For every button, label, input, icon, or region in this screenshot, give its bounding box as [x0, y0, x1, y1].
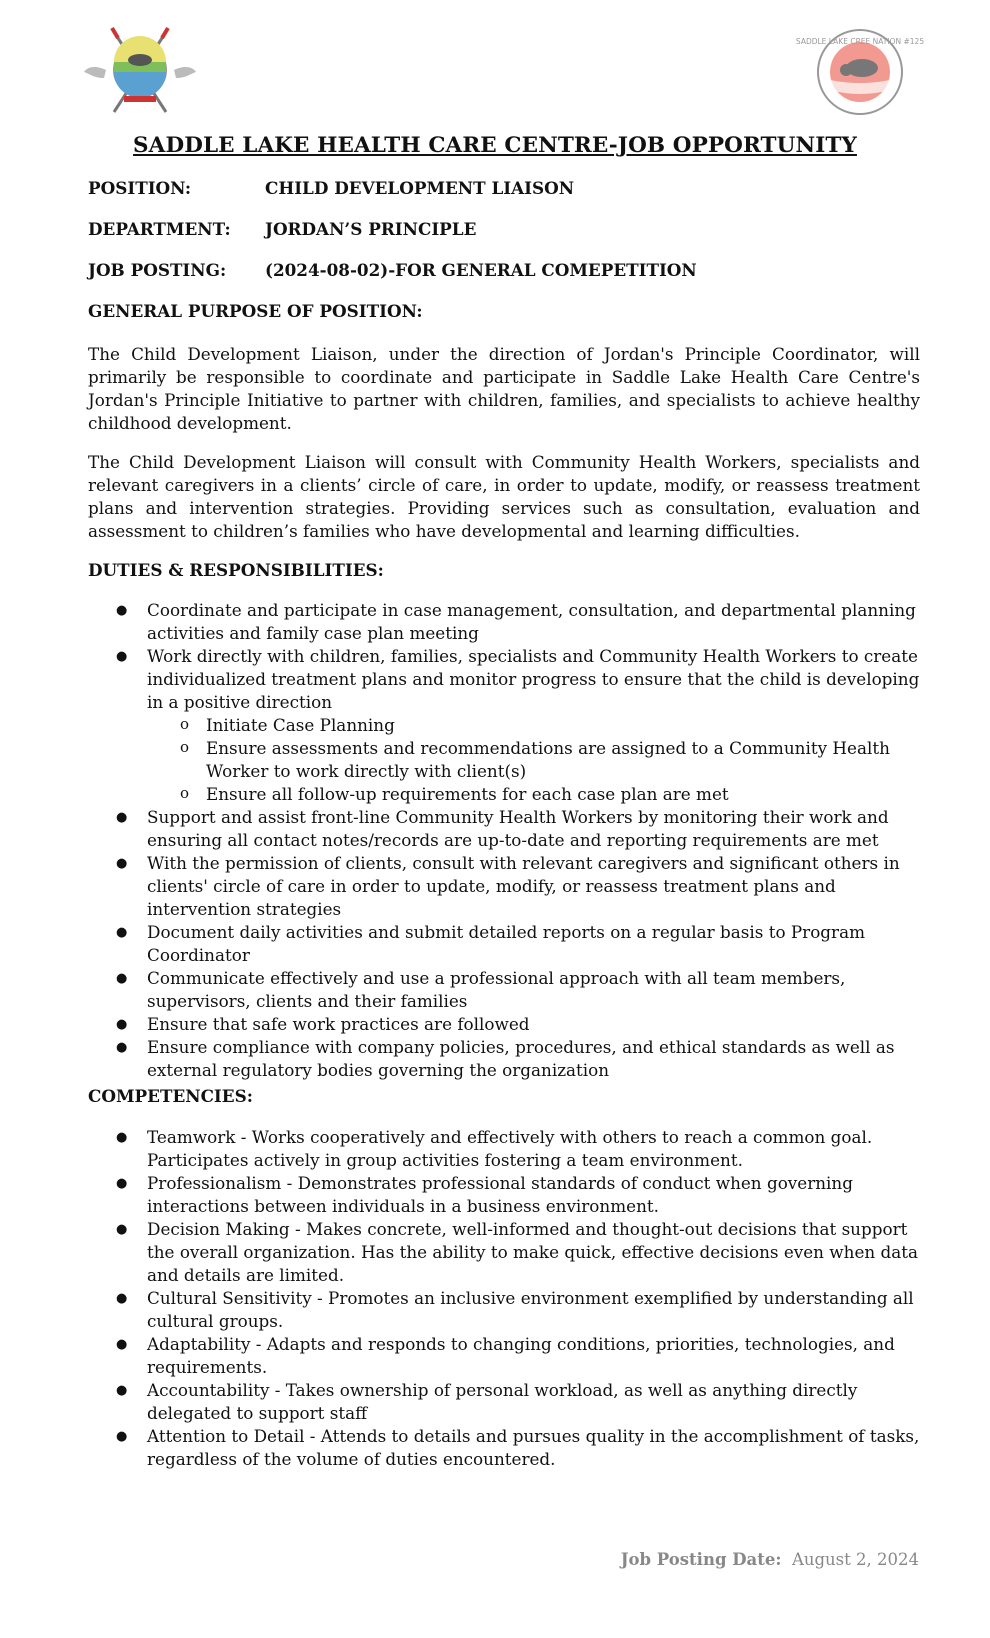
duty-item: ● Ensure that safe work practices are followed: [88, 1013, 920, 1036]
duty-subitem: o Ensure assessments and recommendations are assigned to a Community Health Worker to work directly with client(s): [147, 737, 920, 783]
job-posting-value: (2024-08-02)-FOR GENERAL COMEPETITION: [265, 260, 697, 280]
position-row: [88, 178, 574, 198]
posting-date-value: August 2, 2024: [791, 1550, 919, 1569]
duty-item: ● Document daily activities and submit detailed reports on a regular basis to Program Coordinator: [88, 921, 920, 967]
competency-item: ● Professionalism - Demonstrates professional standards of conduct when governing interactions between individuals in a business environment.: [88, 1172, 920, 1218]
job-posting-row: [88, 260, 697, 280]
competency-item: ● Decision Making - Makes concrete, well-informed and thought-out decisions that support the overall organization. Has the ability to make quick, effective decisions even when data and details are limited.: [88, 1218, 920, 1287]
purpose-paragraph-1: The Child Development Liaison, under the direction of Jordan's Principle Coordinator, will primarily be responsible to coordinate and participate in Saddle Lake Health Care Centre's Jordan's Principle Initiative to partner with children, families, and specialists to achieve healthy childhood development.: [88, 344, 920, 433]
job-posting-label: JOB POSTING:: [88, 260, 227, 280]
duty-sublist: [147, 714, 920, 806]
competency-item: ● Accountability - Takes ownership of personal workload, as well as anything directly delegated to support staff: [88, 1379, 920, 1425]
competency-item: ● Adaptability - Adapts and responds to changing conditions, priorities, technologies, and requirements.: [88, 1333, 920, 1379]
saddle-lake-health-emblem-icon: [84, 24, 196, 116]
competencies-list: [88, 1126, 920, 1471]
duty-item: ● Communicate effectively and use a professional approach with all team members, supervisors, clients and their families: [88, 967, 920, 1013]
competency-item: ● Cultural Sensitivity - Promotes an inclusive environment exemplified by understanding all cultural groups.: [88, 1287, 920, 1333]
duty-item: ● Coordinate and participate in case management, consultation, and departmental planning activities and family case plan meeting: [88, 599, 920, 645]
duties-heading: DUTIES & RESPONSIBILITIES:: [88, 560, 384, 580]
posting-date-label: Job Posting Date:: [620, 1550, 782, 1569]
position-value: CHILD DEVELOPMENT LIAISON: [265, 178, 575, 198]
duties-list: [88, 599, 920, 1082]
purpose-heading: GENERAL PURPOSE OF POSITION:: [88, 301, 423, 321]
duty-subitem: o Initiate Case Planning: [147, 714, 920, 737]
seal-top-text: SADDLE LAKE CREE NATION #125: [795, 37, 925, 46]
page-title: SADDLE LAKE HEALTH CARE CENTRE-JOB OPPORTUNITY: [133, 133, 857, 158]
department-row: [88, 219, 476, 239]
duty-item-text: Work directly with children, families, specialists and Community Health Workers to create individualized treatment plans and monitor progress to ensure that the child is developing in a positive direction: [147, 646, 920, 712]
duty-subitem: o Ensure all follow-up requirements for each case plan are met: [147, 783, 920, 806]
duty-item: ● Support and assist front-line Community Health Workers by monitoring their work and ensuring all contact notes/records are up-to-date and reporting requirements are met: [88, 806, 920, 852]
saddle-lake-cree-nation-seal-icon: [795, 28, 925, 116]
duty-item: [88, 645, 920, 806]
competency-item: ● Attention to Detail - Attends to details and pursues quality in the accomplishment of tasks, regardless of the volume of duties encountered.: [88, 1425, 920, 1471]
competencies-heading: COMPETENCIES:: [88, 1086, 253, 1106]
posting-date: [621, 1550, 919, 1569]
purpose-paragraph-2: The Child Development Liaison will consult with Community Health Workers, specialists and relevant caregivers in a clients’ circle of care, in order to update, modify, or reassess treatment plans and intervention strategies. Providing services such as consultation, evaluation and assessment to children’s families who have developmental and learning difficulties.: [88, 452, 920, 541]
position-label: POSITION:: [88, 178, 192, 198]
department-value: JORDAN’S PRINCIPLE: [265, 219, 477, 239]
competency-item: ● Teamwork - Works cooperatively and effectively with others to reach a common goal. Participates actively in group activities fostering a team environment.: [88, 1126, 920, 1172]
duty-item: ● With the permission of clients, consult with relevant caregivers and significant others in clients' circle of care in order to update, modify, or reassess treatment plans and intervention strategies: [88, 852, 920, 921]
department-label: DEPARTMENT:: [88, 219, 231, 239]
duty-item: ● Ensure compliance with company policies, procedures, and ethical standards as well as external regulatory bodies governing the organization: [88, 1036, 920, 1082]
